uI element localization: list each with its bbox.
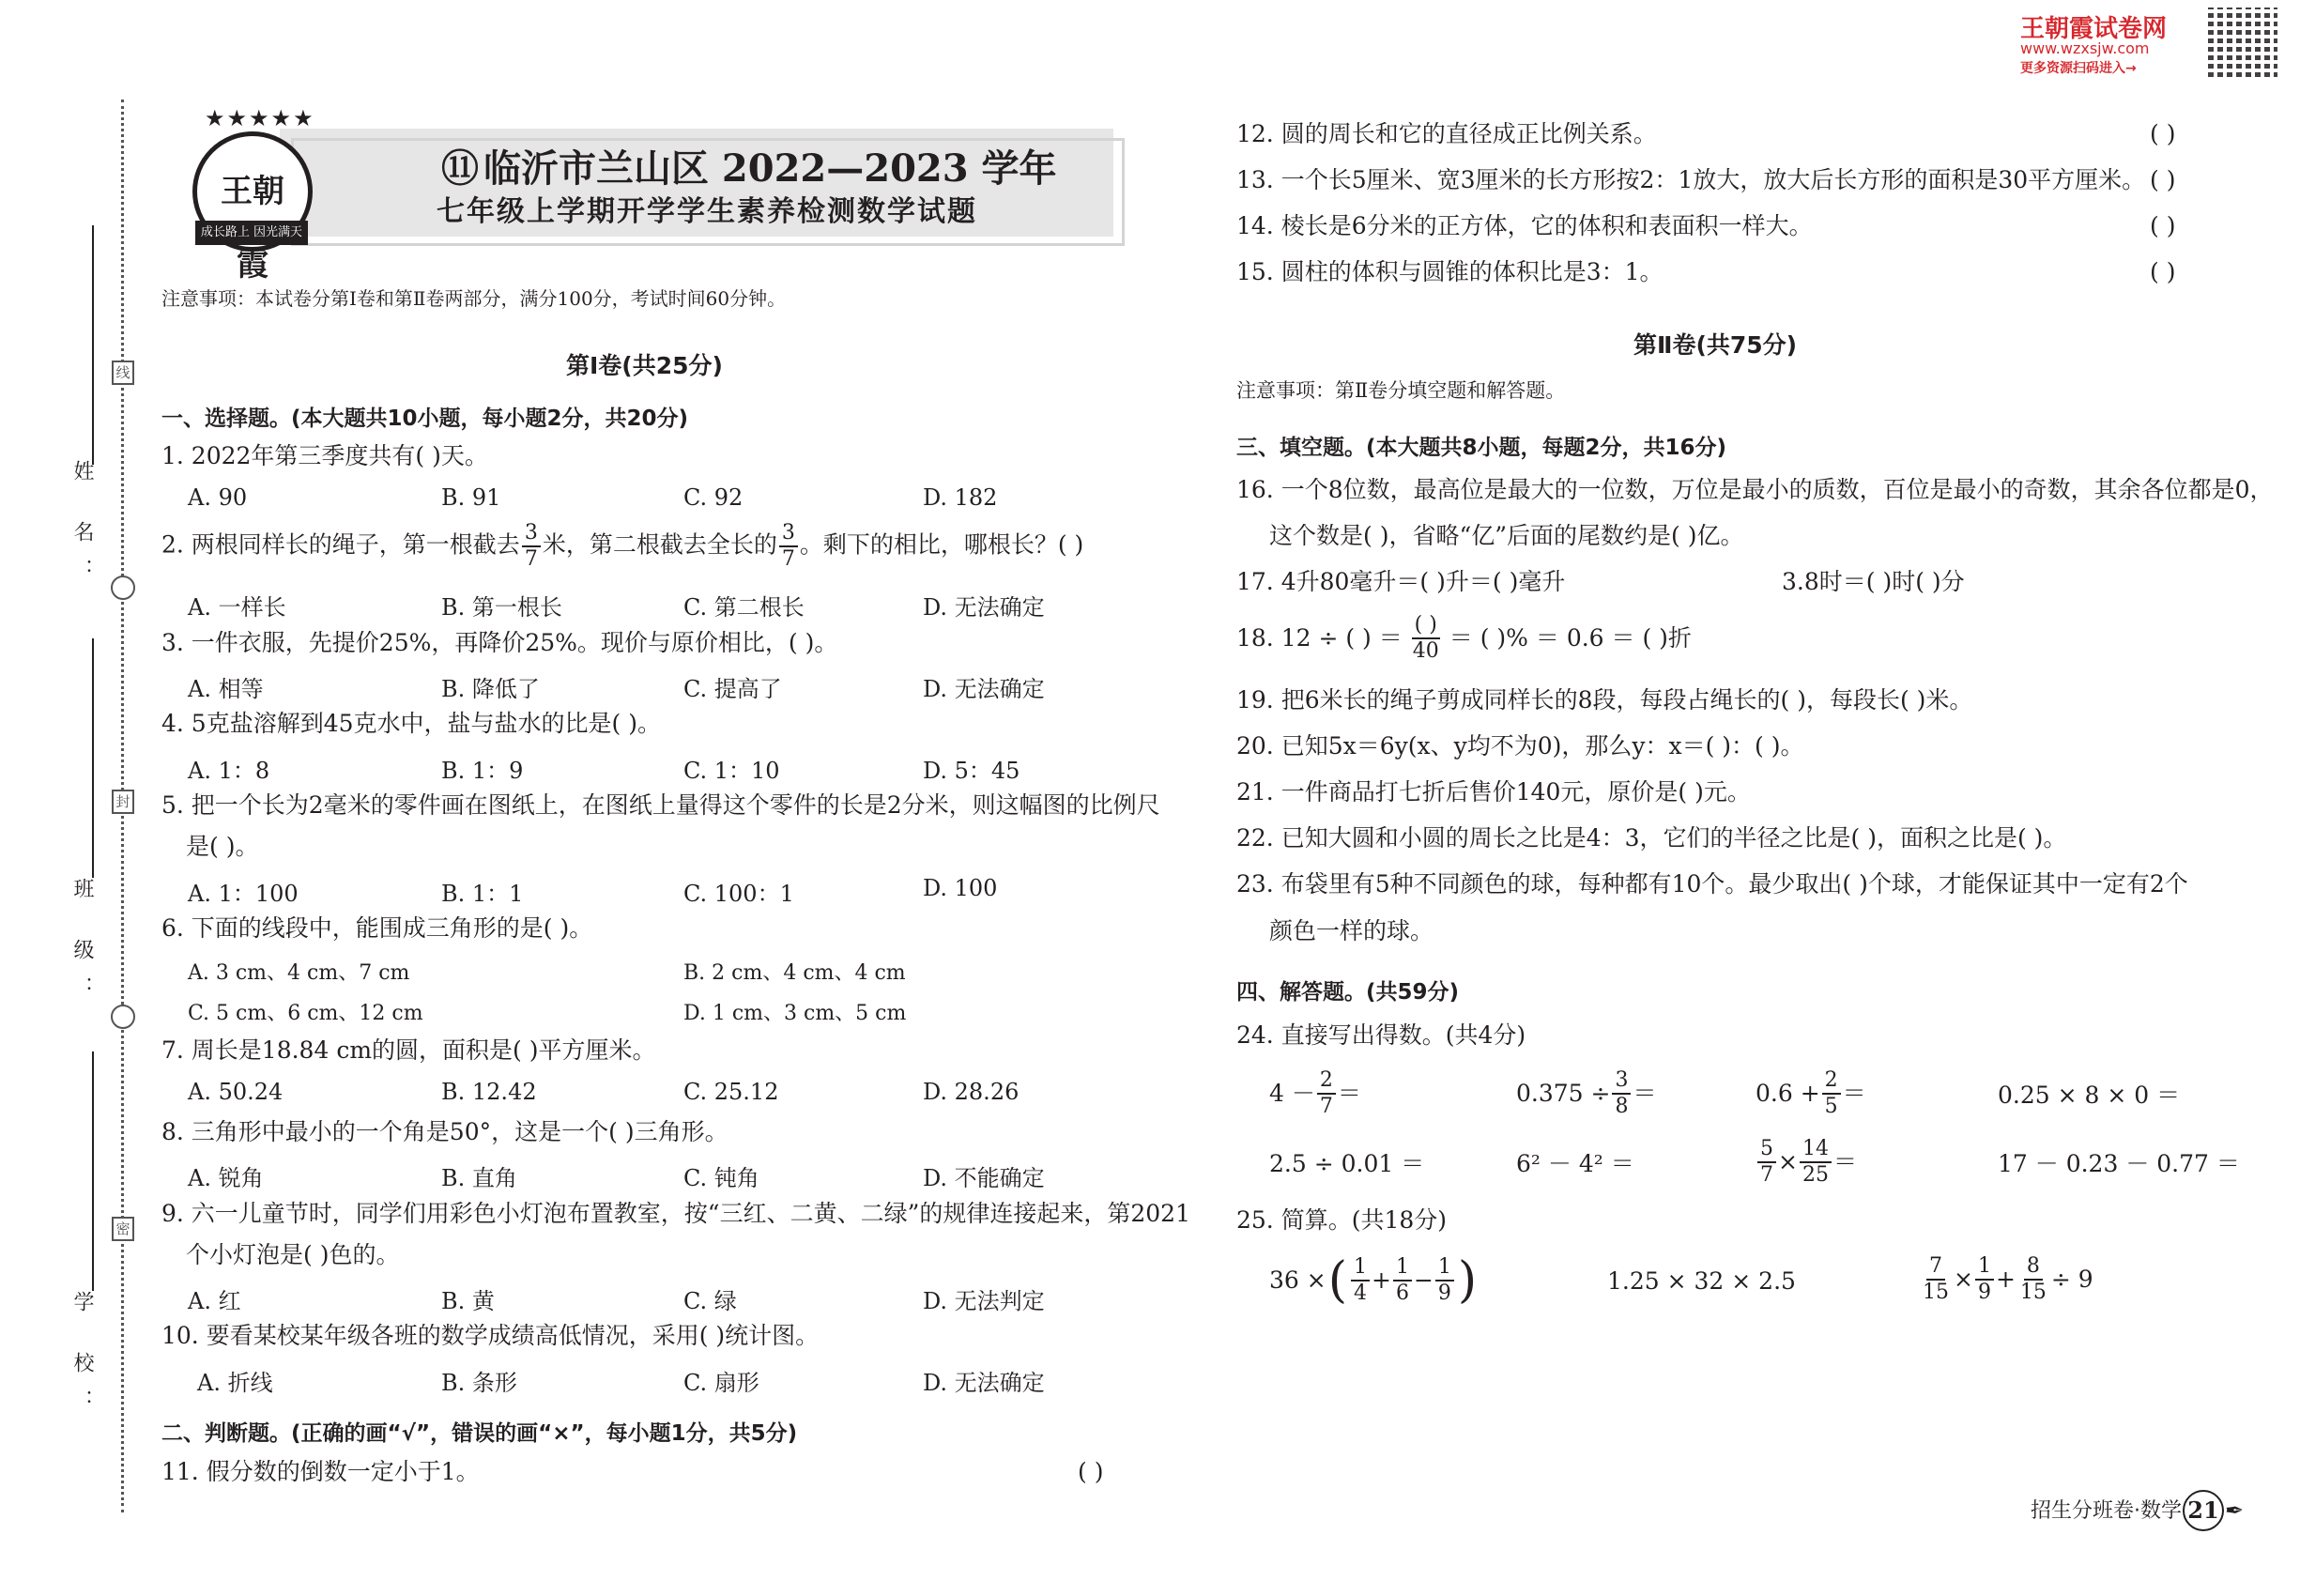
calc-text: 4 － bbox=[1269, 1080, 1315, 1107]
question-17: 17. 4升80毫升＝( )升＝( )毫升 bbox=[1236, 568, 1566, 595]
question-14: 14. 棱长是6分米的正方体，它的体积和表面积一样大。 bbox=[1236, 212, 1813, 239]
simplify-1 bbox=[1269, 1252, 1479, 1309]
q9-option-a: A. 红 bbox=[188, 1288, 241, 1314]
numerator: 1 bbox=[1351, 1257, 1370, 1281]
fraction bbox=[1822, 1070, 1841, 1117]
question-6: 6. 下面的线段中，能围成三角形的是( )。 bbox=[161, 914, 593, 942]
calc-equals: ＝ bbox=[1633, 1080, 1657, 1107]
q2-text-b: 米，第二根截去全长的 bbox=[542, 530, 777, 559]
denominator: 25 bbox=[1802, 1163, 1829, 1187]
section-judge: 二、判断题。(正确的画“√”，错误的画“×”，每小题1分，共5分) bbox=[161, 1421, 798, 1446]
question-20: 20. 已知5x＝6y(x、y均不为0)，那么y：x＝( )：( )。 bbox=[1236, 732, 1804, 760]
question-25: 25. 简算。(共18分) bbox=[1236, 1206, 1448, 1234]
exam-number: ⑪ bbox=[441, 146, 479, 191]
footer-text: 招生分班卷·数学 bbox=[2031, 1499, 2182, 1523]
calc-3 bbox=[1756, 1070, 1866, 1117]
calc-2 bbox=[1516, 1070, 1656, 1117]
answer-paren: ( ) bbox=[2150, 258, 2176, 285]
paren-right: ) bbox=[1457, 1252, 1478, 1309]
calc-1 bbox=[1269, 1070, 1361, 1117]
q6-option-c: C. 5 cm、6 cm、12 cm bbox=[188, 1002, 423, 1025]
fraction bbox=[1393, 1257, 1412, 1304]
q4-option-b: B. 1：9 bbox=[441, 758, 524, 784]
numerator: 8 bbox=[2024, 1256, 2043, 1281]
question-17-b: 3.8时＝( )时( )分 bbox=[1782, 568, 1965, 595]
calc-text: 0.375 ÷ bbox=[1516, 1080, 1611, 1107]
cut-mark-line: 线 bbox=[112, 361, 134, 385]
logo-text: 王朝霞 bbox=[221, 173, 284, 284]
binding-hole-icon bbox=[111, 1005, 135, 1029]
numerator: 3 bbox=[779, 523, 798, 547]
question-9: 9. 六一儿童节时，同学们用彩色小灯泡布置教室，按“三红、二黄、二绿”的规律连接起来，第2021 bbox=[161, 1200, 1190, 1227]
fraction bbox=[779, 523, 798, 570]
q2-option-b: B. 第一根长 bbox=[441, 594, 562, 621]
calc-equals: ＝ bbox=[1337, 1080, 1361, 1107]
calc-6: 6² － 4² ＝ bbox=[1516, 1150, 1634, 1177]
pen-icon: ✒ bbox=[2225, 1497, 2245, 1524]
q7-option-d: D. 28.26 bbox=[923, 1079, 1020, 1105]
denominator: 7 bbox=[1319, 1095, 1333, 1118]
question-23-cont: 颜色一样的球。 bbox=[1269, 917, 1434, 944]
q10-option-c: C. 扇形 bbox=[683, 1370, 759, 1396]
calc-8: 17 － 0.23 － 0.77 ＝ bbox=[1998, 1150, 2240, 1177]
denominator: 6 bbox=[1395, 1281, 1409, 1305]
q4-option-c: C. 1：10 bbox=[683, 758, 780, 784]
denominator: 7 bbox=[781, 547, 795, 571]
q8-option-d: D. 不能确定 bbox=[923, 1165, 1045, 1191]
qr-code-icon[interactable] bbox=[2208, 8, 2277, 77]
calc-text: 36 × bbox=[1269, 1266, 1326, 1294]
q4-option-a: A. 1：8 bbox=[188, 758, 270, 784]
q8-option-c: C. 钝角 bbox=[683, 1165, 759, 1191]
section-fill: 三、填空题。(本大题共8小题，每题2分，共16分) bbox=[1236, 436, 1727, 460]
question-5: 5. 把一个长为2毫米的零件画在图纸上，在图纸上量得这个零件的长是2分米，则这幅图的比例尺 bbox=[161, 791, 1160, 819]
cut-mark-seal: 封 bbox=[112, 790, 134, 814]
numerator: 3 bbox=[1612, 1070, 1631, 1095]
denominator: 40 bbox=[1412, 639, 1439, 663]
brand-slogan: 更多资源扫码进入→ bbox=[2020, 61, 2137, 76]
q5-option-b: B. 1：1 bbox=[441, 881, 524, 907]
q7-option-c: C. 25.12 bbox=[683, 1079, 779, 1105]
q18-text-b: ＝ ( )% ＝ 0.6 ＝ ( )折 bbox=[1449, 624, 1692, 652]
question-21: 21. 一件商品打七折后售价140元，原价是( )元。 bbox=[1236, 778, 1751, 806]
exam-title: 临沂市兰山区 2022—2023 学年 bbox=[483, 146, 1057, 191]
denominator: 5 bbox=[1824, 1095, 1838, 1118]
denominator: 4 bbox=[1354, 1281, 1368, 1305]
q10-option-b: B. 条形 bbox=[441, 1370, 517, 1396]
question-1: 1. 2022年第三季度共有( )天。 bbox=[161, 442, 488, 469]
fraction bbox=[1975, 1256, 1994, 1303]
calc-text: × bbox=[1778, 1148, 1798, 1175]
numerator: 7 bbox=[1926, 1256, 1945, 1281]
times-sign: × bbox=[1954, 1266, 1973, 1293]
numerator: 1 bbox=[1975, 1256, 1994, 1281]
question-4: 4. 5克盐溶解到45克水中，盐与盐水的比是( )。 bbox=[161, 710, 661, 737]
denominator: 9 bbox=[1977, 1281, 1991, 1304]
question-22: 22. 已知大圆和小圆的周长之比是4：3，它们的半径之比是( )，面积之比是( )。 bbox=[1236, 824, 2067, 852]
q1-option-c: C. 92 bbox=[683, 484, 744, 511]
calc-5: 2.5 ÷ 0.01 ＝ bbox=[1269, 1150, 1425, 1177]
calc-7 bbox=[1756, 1139, 1857, 1186]
cut-mark-secret: 密 bbox=[112, 1217, 134, 1241]
plus-sign: + bbox=[1995, 1266, 2016, 1293]
calc-4: 0.25 × 8 × 0 ＝ bbox=[1998, 1082, 2181, 1109]
fraction bbox=[522, 523, 541, 570]
answer-paren: ( ) bbox=[2150, 212, 2176, 239]
calc-equals: ＝ bbox=[1842, 1080, 1866, 1107]
simplify-3 bbox=[1918, 1256, 2093, 1303]
q3-option-d: D. 无法确定 bbox=[923, 676, 1045, 702]
stars-icon: ★★★★★ bbox=[205, 105, 315, 131]
plus-sign: + bbox=[1372, 1266, 1391, 1294]
page-number: 21 bbox=[2183, 1490, 2224, 1531]
question-5-cont: 是( )。 bbox=[186, 833, 259, 860]
question-18 bbox=[1236, 615, 1692, 662]
q1-option-a: A. 90 bbox=[188, 484, 248, 511]
fraction bbox=[1317, 1070, 1336, 1117]
q5-option-a: A. 1：100 bbox=[188, 881, 299, 907]
q6-option-a: A. 3 cm、4 cm、7 cm bbox=[188, 961, 410, 985]
section-solve: 四、解答题。(共59分) bbox=[1236, 980, 1460, 1005]
q6-option-d: D. 1 cm、3 cm、5 cm bbox=[683, 1002, 907, 1025]
numerator: ( ) bbox=[1412, 615, 1440, 639]
fraction bbox=[1800, 1139, 1832, 1186]
numerator: 1 bbox=[1435, 1257, 1454, 1281]
q7-option-a: A. 50.24 bbox=[188, 1079, 284, 1105]
question-13: 13. 一个长5厘米、宽3厘米的长方形按2：1放大，放大后长方形的面积是30平方厘米。 bbox=[1236, 166, 2146, 193]
q2-option-d: D. 无法确定 bbox=[923, 594, 1045, 621]
question-24: 24. 直接写出得数。(共4分) bbox=[1236, 1021, 1526, 1049]
q1-option-d: D. 182 bbox=[923, 484, 998, 511]
numerator: 1 bbox=[1393, 1257, 1412, 1281]
question-7: 7. 周长是18.84 cm的圆，面积是( )平方厘米。 bbox=[161, 1036, 656, 1064]
brand-name: 王朝霞试卷网 bbox=[2020, 15, 2168, 43]
fraction bbox=[1920, 1256, 1952, 1303]
q6-option-b: B. 2 cm、4 cm、4 cm bbox=[683, 961, 906, 985]
answer-paren: ( ) bbox=[2150, 120, 2176, 147]
question-16: 16. 一个8位数，最高位是最大的一位数，万位是最小的质数，百位是最小的奇数，其余各位都是0， bbox=[1236, 476, 2274, 503]
q9-option-b: B. 黄 bbox=[441, 1288, 495, 1314]
part1-title: 第Ⅰ卷(共25分) bbox=[566, 352, 723, 379]
class-label: 班 级： bbox=[70, 878, 94, 1014]
denominator: 9 bbox=[1437, 1281, 1451, 1305]
part2-title: 第Ⅱ卷(共75分) bbox=[1633, 331, 1798, 359]
answer-paren: ( ) bbox=[1078, 1458, 1104, 1485]
q9-option-c: C. 绿 bbox=[683, 1288, 737, 1314]
answer-paren: ( ) bbox=[2150, 166, 2176, 193]
q8-option-b: B. 直角 bbox=[441, 1165, 517, 1191]
q2-text-a: 2. 两根同样长的绳子，第一根截去 bbox=[161, 530, 520, 559]
notice-2: 注意事项：第Ⅱ卷分填空题和解答题。 bbox=[1236, 379, 1566, 402]
question-3: 3. 一件衣服，先提价25%，再降价25%。现价与原价相比，( )。 bbox=[161, 629, 838, 656]
question-8: 8. 三角形中最小的一个角是50°，这是一个( )三角形。 bbox=[161, 1118, 728, 1145]
fraction bbox=[2017, 1256, 2049, 1303]
calc-equals: ＝ bbox=[1832, 1148, 1857, 1175]
q3-option-b: B. 降低了 bbox=[441, 676, 540, 702]
denominator: 15 bbox=[1923, 1281, 1949, 1304]
numerator: 5 bbox=[1757, 1139, 1776, 1163]
numerator: 2 bbox=[1822, 1070, 1841, 1095]
name-label: 姓 名： bbox=[70, 460, 94, 596]
question-19: 19. 把6米长的绳子剪成同样长的8段，每段占绳长的( )，每段长( )米。 bbox=[1236, 686, 1973, 714]
calc-text: ÷ 9 bbox=[2050, 1266, 2093, 1293]
logo-ribbon: 成长路上 因光满天 bbox=[195, 221, 308, 245]
numerator: 3 bbox=[522, 523, 541, 547]
q8-option-a: A. 锐角 bbox=[188, 1165, 264, 1191]
denominator: 7 bbox=[1760, 1163, 1773, 1187]
q9-option-d: D. 无法判定 bbox=[923, 1288, 1045, 1314]
q18-text-a: 18. 12 ÷ ( ) ＝ bbox=[1236, 624, 1403, 652]
question-16-cont: 这个数是( )，省略“亿”后面的尾数约是( )亿。 bbox=[1269, 522, 1744, 549]
denominator: 7 bbox=[524, 547, 538, 571]
fraction bbox=[1757, 1139, 1776, 1186]
denominator: 8 bbox=[1615, 1095, 1629, 1118]
section-choice: 一、选择题。(本大题共10小题，每小题2分，共20分) bbox=[161, 407, 689, 431]
exam-subtitle: 七年级上学期开学学生素养检测数学试题 bbox=[437, 195, 977, 228]
calc-text: 0.6 + bbox=[1756, 1080, 1820, 1107]
q2-option-a: A. 一样长 bbox=[188, 594, 286, 621]
paren-left: ( bbox=[1327, 1252, 1348, 1309]
numerator: 14 bbox=[1800, 1139, 1832, 1163]
q3-option-a: A. 相等 bbox=[188, 676, 264, 702]
minus-sign: − bbox=[1413, 1266, 1434, 1294]
q5-option-d: D. 100 bbox=[923, 875, 998, 901]
q2-option-c: C. 第二根长 bbox=[683, 594, 805, 621]
question-9-cont: 个小灯泡是( )色的。 bbox=[186, 1241, 400, 1268]
denominator: 15 bbox=[2019, 1281, 2047, 1304]
q10-option-d: D. 无法确定 bbox=[923, 1370, 1045, 1396]
brand-url: www.wzxsjw.com bbox=[2020, 39, 2150, 57]
class-underline bbox=[92, 638, 94, 878]
notice: 注意事项：本试卷分第Ⅰ卷和第Ⅱ卷两部分，满分100分，考试时间60分钟。 bbox=[161, 287, 787, 310]
q2-text-c: 。剩下的相比，哪根长？( ) bbox=[799, 530, 1084, 559]
school-label: 学 校： bbox=[70, 1291, 94, 1427]
question-15: 15. 圆柱的体积与圆锥的体积比是3：1。 bbox=[1236, 258, 1664, 285]
question-11: 11. 假分数的倒数一定小于1。 bbox=[161, 1458, 480, 1485]
q4-option-d: D. 5：45 bbox=[923, 758, 1020, 784]
q1-option-b: B. 91 bbox=[441, 484, 501, 511]
binding-hole-icon bbox=[111, 575, 135, 600]
question-12: 12. 圆的周长和它的直径成正比例关系。 bbox=[1236, 120, 1657, 147]
fraction bbox=[1410, 615, 1442, 662]
q5-option-c: C. 100：1 bbox=[683, 881, 794, 907]
q3-option-c: C. 提高了 bbox=[683, 676, 782, 702]
q7-option-b: B. 12.42 bbox=[441, 1079, 537, 1105]
question-2 bbox=[161, 523, 1083, 570]
fraction bbox=[1435, 1257, 1454, 1304]
q10-option-a: A. 折线 bbox=[197, 1370, 273, 1396]
name-underline bbox=[92, 225, 94, 465]
question-23: 23. 布袋里有5种不同颜色的球，每种都有10个。最少取出( )个球，才能保证其中一定有2个 bbox=[1236, 870, 2188, 898]
simplify-2: 1.25 × 32 × 2.5 bbox=[1607, 1267, 1796, 1295]
fraction bbox=[1612, 1070, 1631, 1117]
numerator: 2 bbox=[1317, 1070, 1336, 1095]
fraction bbox=[1351, 1257, 1370, 1304]
question-10: 10. 要看某校某年级各班的数学成绩高低情况，采用( )统计图。 bbox=[161, 1322, 820, 1349]
school-underline bbox=[92, 1051, 94, 1291]
